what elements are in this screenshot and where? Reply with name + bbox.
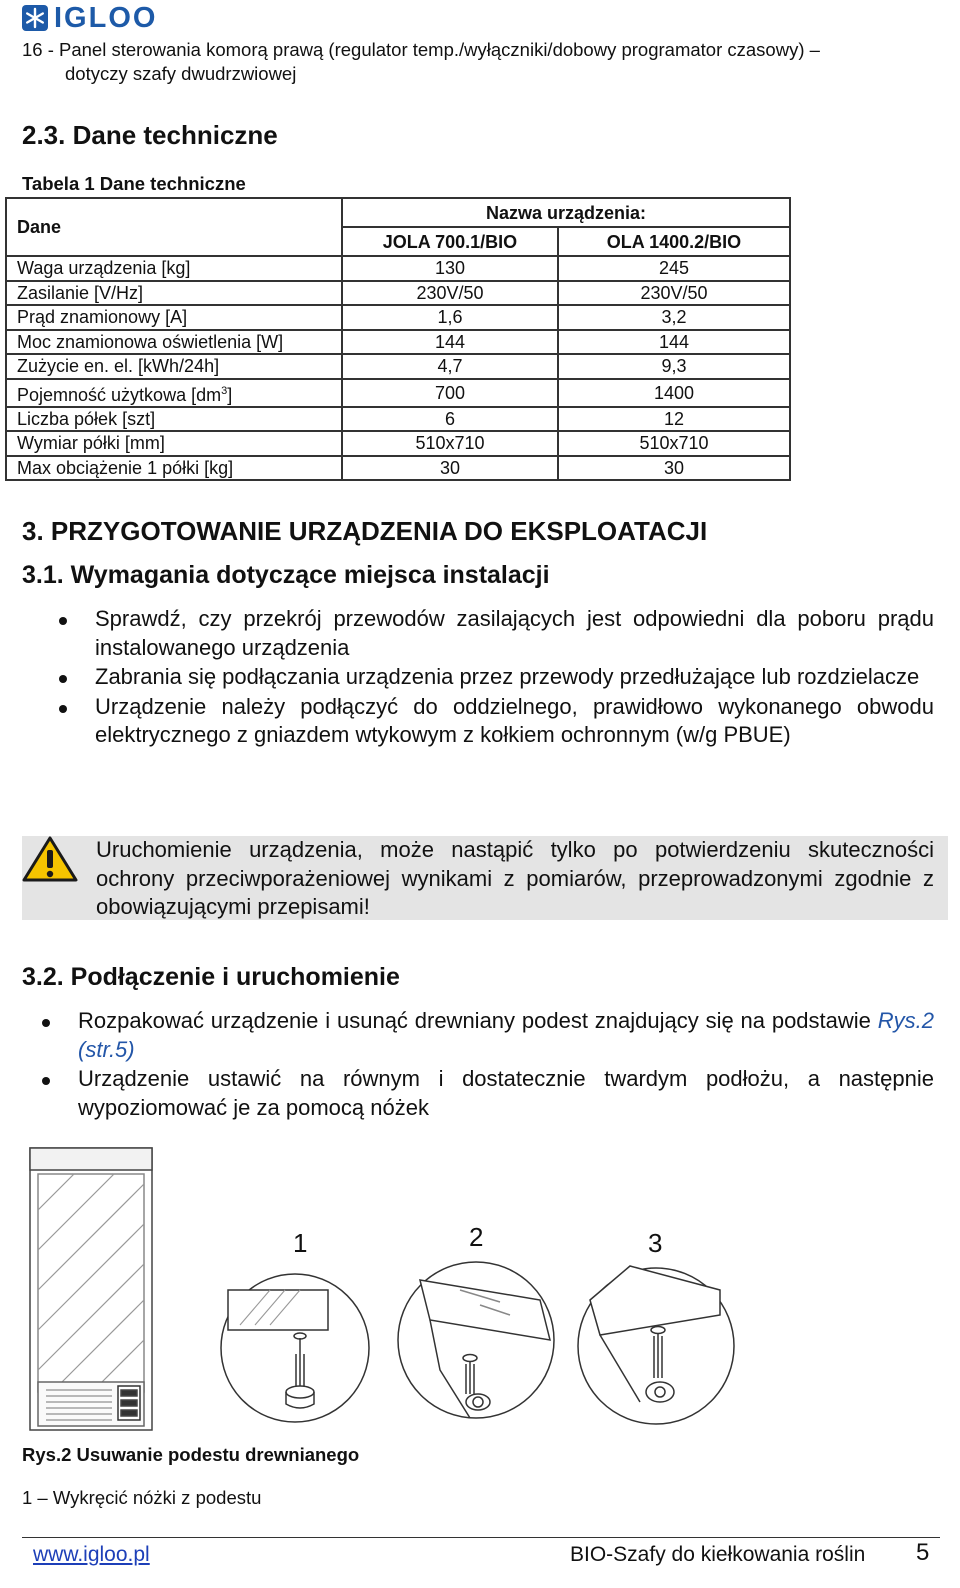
list-item-text: Urządzenie należy podłączyć do oddzielnego, prawidłowo wykonanego obwodu elektrycznego z gniazdem wtykowym z kołkiem ochronnym (w/g PBUE)	[95, 693, 934, 747]
row-value-model-2: 144	[558, 330, 790, 355]
row-value-model-2: 230V/50	[558, 281, 790, 306]
list-item-text: Rozpakować urządzenie i usunąć drewniany podest znajdujący się na podstawie	[78, 1008, 878, 1033]
bullet-icon	[42, 1077, 50, 1085]
list-item	[22, 1065, 934, 1122]
table-header-row	[6, 198, 790, 227]
row-label: Liczba półek [szt]	[6, 407, 342, 432]
row-value-model-2: 30	[558, 456, 790, 481]
row-label: Zasilanie [V/Hz]	[6, 281, 342, 306]
row-value-model-2: 510x710	[558, 431, 790, 456]
table-row	[6, 281, 790, 306]
snowflake-icon	[22, 5, 48, 31]
row-value-model-1: 510x710	[342, 431, 558, 456]
detail-circle-1	[221, 1274, 369, 1422]
row-value-model-2: 12	[558, 407, 790, 432]
table-row	[6, 256, 790, 281]
table-group-header: Nazwa urządzenia:	[342, 198, 790, 227]
detail-circle-2	[398, 1262, 554, 1418]
figure-label-2: 2	[469, 1222, 484, 1252]
table-row	[6, 379, 790, 407]
figure-step-caption: 1 – Wykręcić nóżki z podestu	[22, 1487, 262, 1508]
brand-logo	[22, 2, 158, 34]
row-label: Waga urządzenia [kg]	[6, 256, 342, 281]
bullet-icon	[59, 675, 67, 683]
row-label	[6, 379, 342, 407]
table-caption: Tabela 1 Dane techniczne	[22, 173, 246, 194]
figure-label-3: 3	[648, 1228, 663, 1258]
row-label: Moc znamionowa oświetlenia [W]	[6, 330, 342, 355]
table-row	[6, 305, 790, 330]
row-label: Max obciążenie 1 półki [kg]	[6, 456, 342, 481]
row-value-model-1: 130	[342, 256, 558, 281]
row-label-text: Pojemność użytkowa [dm	[17, 384, 222, 405]
row-value-model-2: 3,2	[558, 305, 790, 330]
logo-text: IGLOO	[54, 2, 158, 34]
row-label: Prąd znamionowy [A]	[6, 305, 342, 330]
list-item-text: Zabrania się podłączania urządzenia przez przewody przedłużające lub rozdzielacze	[95, 664, 920, 689]
section-3-title: 3. PRZYGOTOWANIE URZĄDZENIA DO EKSPLOATACJI	[22, 516, 708, 546]
table-row	[6, 354, 790, 379]
cabinet-illustration	[30, 1148, 152, 1430]
list-item-text: Urządzenie ustawić na równym i dostatecznie twardym podłożu, a następnie wypoziomować je za pomocą nóżek	[78, 1066, 934, 1120]
page-number: 5	[916, 1539, 930, 1566]
bullet-icon	[59, 617, 67, 625]
row-value-model-1: 4,7	[342, 354, 558, 379]
section-3-1-title: 3.1. Wymagania dotyczące miejsca instalacji	[22, 561, 550, 589]
header-line-1: 16 - Panel sterowania komorą prawą (regulator temp./wyłączniki/dobowy programator czasowy) –	[22, 39, 820, 60]
section-3-2-title: 3.2. Podłączenie i uruchomienie	[22, 963, 400, 991]
table-header-model-2: OLA 1400.2/BIO	[558, 227, 790, 256]
row-label-end: ]	[227, 384, 233, 405]
row-value-model-1: 1,6	[342, 305, 558, 330]
table-row	[6, 330, 790, 355]
row-value-model-2: 9,3	[558, 354, 790, 379]
table-row	[6, 456, 790, 481]
document-header	[22, 38, 922, 86]
row-value-model-1: 700	[342, 379, 558, 407]
list-item	[22, 663, 934, 692]
detail-circle-3	[578, 1266, 734, 1424]
footer-divider	[22, 1537, 940, 1538]
table-row	[6, 407, 790, 432]
figure-reference-link[interactable]: Rys.2 (str.5)	[78, 1008, 934, 1062]
connection-steps-list	[22, 1007, 934, 1122]
row-value-model-2: 1400	[558, 379, 790, 407]
footer-document-title: BIO-Szafy do kiełkowania roślin	[570, 1543, 866, 1566]
figure-caption: Rys.2 Usuwanie podestu drewnianego	[22, 1444, 360, 1465]
row-value-model-1: 30	[342, 456, 558, 481]
row-label: Wymiar półki [mm]	[6, 431, 342, 456]
bullet-icon	[59, 705, 67, 713]
row-value-model-1: 230V/50	[342, 281, 558, 306]
row-value-model-2: 245	[558, 256, 790, 281]
header-line-2: dotyczy szafy dwudrzwiowej	[65, 63, 297, 84]
warning-triangle-icon	[22, 836, 78, 887]
bullet-icon	[42, 1019, 50, 1027]
footer-website-link[interactable]: www.igloo.pl	[33, 1543, 150, 1566]
technical-data-table	[5, 197, 791, 481]
figure-label-1: 1	[293, 1228, 308, 1258]
list-item	[22, 1007, 934, 1064]
table-header-dane: Dane	[6, 198, 342, 256]
table-header-model-1: JOLA 700.1/BIO	[342, 227, 558, 256]
list-item	[22, 605, 934, 662]
row-label: Zużycie en. el. [kWh/24h]	[6, 354, 342, 379]
row-value-model-1: 6	[342, 407, 558, 432]
list-item-text: Sprawdź, czy przekrój przewodów zasilających jest odpowiedni dla poboru prądu instalowanego urządzenia	[95, 606, 934, 660]
table-row	[6, 431, 790, 456]
list-item	[22, 693, 934, 750]
row-value-model-1: 144	[342, 330, 558, 355]
figure-rys-2	[0, 1140, 960, 1440]
section-2-3-title: 2.3. Dane techniczne	[22, 120, 278, 150]
installation-requirements-list	[22, 605, 934, 750]
warning-text: Uruchomienie urządzenia, może nastąpić tylko po potwierdzeniu skuteczności ochrony przeciwporażeniowej wynikami z pomiarów, przeprowadzonymi zgodnie z obowiązującymi przepisami!	[96, 837, 934, 919]
row-label-superscript: 3	[221, 384, 228, 397]
